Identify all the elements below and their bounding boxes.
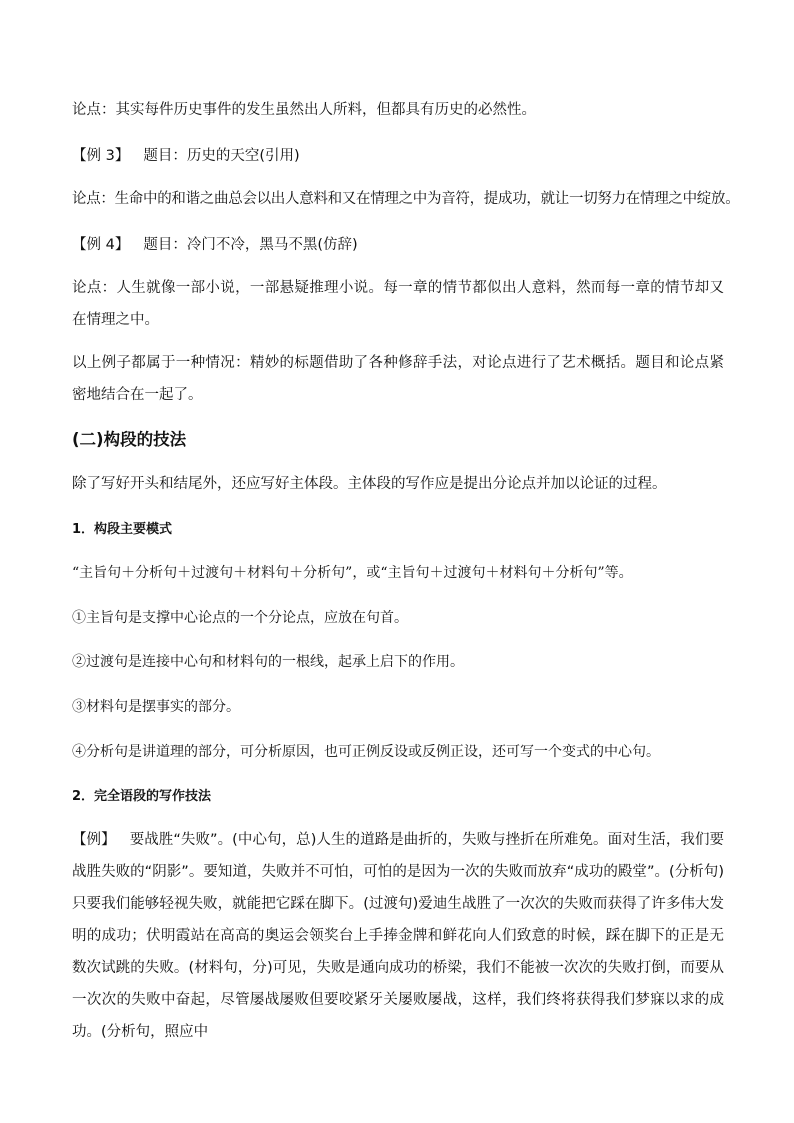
example-text: 要战胜“失败”。(中心句，总)人生的道路是曲折的，失败与挫折在所难免。面对生活，我们要战胜失败的“阴影”。要知道，失败并不可怕，可怕的是因为一次的失败而放弃“成功的殿堂”。(分析句)只要我们能够轻视失败，就能把它踩在脚下。(过渡句)爱迪生战胜了一次次的失败而获得了许多伟大发明的成功；伏明霞站在高高的奥运会领奖台上手捧金牌和鲜花向人们致意的时候，踩在脚下的正是无数次试跳的失败。(材料句，分)可见，失败是通向成功的桥梁，我们不能被一次次的失败打倒，而要从一次次的失败中奋起，尽管屡战屡败但要咬紧牙关屡败屡战，这样，我们终将获得我们梦寐以求的成功。(分析句，照应中 [72,832,724,1040]
argument-line-3: 论点：生命中的和谐之曲总会以出人意料和又在情理之中为音符，提成功，就让一切努力在情理之中绽放。 [72,191,740,207]
example-4-label: 【例 4】 [72,237,130,253]
section-heading: (二)构段的技法 [72,430,187,449]
example-3-title: 题目：历史的天空(引用) [143,148,300,164]
item-1: ①主旨句是支撑中心论点的一个分论点，应放在句首。 [72,610,408,626]
example-3-label: 【例 3】 [72,148,130,164]
example-label: 【例】 [72,832,116,848]
intro-line: 除了写好开头和结尾外，还应写好主体段。主体段的写作应是提出分论点并加以论证的过程。 [72,476,667,492]
example-paragraph [72,824,724,1054]
pattern-line: “主旨句＋分析句＋过渡句＋材料句＋分析句”，或“主旨句＋过渡句＋材料句＋分析句”等。 [72,565,633,581]
argument-line-5: 论点：人生就像一部小说，一部悬疑推理小说。每一章的情节都似出人意料，然而每一章的情节却又在情理之中。 [72,280,724,328]
item-3: ③材料句是摆事实的部分。 [72,699,240,715]
example-4-title: 题目：冷门不冷，黑马不黑(仿辞) [143,237,358,253]
argument-line-1: 论点：其实每件历史事件的发生虽然出人所料，但都具有历史的必然性。 [72,102,536,118]
item-4: ④分析句是讲道理的部分，可分析原因，也可正例反设或反例正设，还可写一个变式的中心句。 [72,744,660,760]
subheading-1: 1．构段主要模式 [72,522,173,537]
subheading-2: 2．完全语段的写作技法 [72,789,212,804]
example-4-heading [72,235,358,255]
example-3-heading [72,146,300,166]
item-2: ②过渡句是连接中心句和材料句的一根线，起承上启下的作用。 [72,654,464,670]
summary-paragraph: 以上例子都属于一种情况：精妙的标题借助了各种修辞手法，对论点进行了艺术概括。题目和论点紧密地结合在一起了。 [72,355,724,403]
